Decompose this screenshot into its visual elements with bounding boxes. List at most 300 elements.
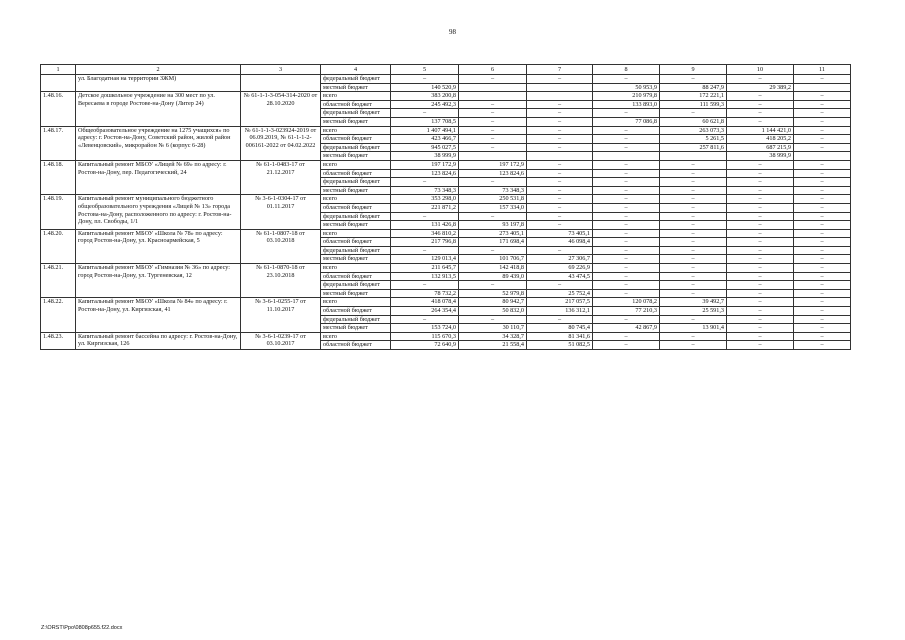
expertise-document: № 61-1-0870-18 от 23.10.2018 bbox=[241, 264, 321, 298]
amount-cell: – bbox=[660, 264, 727, 273]
amount-cell: 25 591,3 bbox=[660, 307, 727, 316]
amount-cell: – bbox=[459, 100, 527, 109]
amount-cell: – bbox=[727, 255, 794, 264]
amount-cell: – bbox=[593, 272, 660, 281]
amount-cell: – bbox=[459, 75, 527, 84]
budget-source: федеральный бюджет bbox=[321, 246, 391, 255]
amount-cell: 140 520,9 bbox=[391, 83, 459, 92]
amount-cell: – bbox=[794, 255, 851, 264]
amount-cell: – bbox=[794, 246, 851, 255]
col-header: 10 bbox=[727, 65, 794, 75]
item-number: 1.48.21. bbox=[41, 264, 76, 298]
amount-cell: – bbox=[727, 221, 794, 230]
amount-cell: – bbox=[593, 143, 660, 152]
amount-cell: – bbox=[660, 332, 727, 341]
amount-cell: 93 197,8 bbox=[459, 221, 527, 230]
amount-cell: – bbox=[727, 75, 794, 84]
amount-cell: 30 110,7 bbox=[459, 324, 527, 333]
amount-cell: 29 389,2 bbox=[727, 83, 794, 92]
amount-cell: – bbox=[527, 169, 593, 178]
amount-cell: 245 492,3 bbox=[391, 100, 459, 109]
amount-cell: 101 706,7 bbox=[459, 255, 527, 264]
amount-cell: – bbox=[593, 229, 660, 238]
amount-cell: – bbox=[593, 203, 660, 212]
amount-cell: – bbox=[660, 246, 727, 255]
budget-source: всего bbox=[321, 264, 391, 273]
amount-cell: – bbox=[794, 92, 851, 101]
budget-source: областной бюджет bbox=[321, 341, 391, 350]
col-header: 11 bbox=[794, 65, 851, 75]
object-name: Капитальный ремонт муниципального бюджетного общеобразовательного учреждения «Лицей № 13» города Ростова-на-Дону, расположенного по адресу: г. Ростов-на-Дону, пл. Свободы, 1/1 bbox=[76, 195, 241, 229]
amount-cell: – bbox=[527, 135, 593, 144]
col-header: 2 bbox=[76, 65, 241, 75]
budget-source: федеральный бюджет bbox=[321, 315, 391, 324]
col-header: 4 bbox=[321, 65, 391, 75]
budget-source: местный бюджет bbox=[321, 117, 391, 126]
amount-cell: 80 745,4 bbox=[527, 324, 593, 333]
amount-cell: 423 466,7 bbox=[391, 135, 459, 144]
amount-cell: – bbox=[593, 178, 660, 187]
budget-source: всего bbox=[321, 332, 391, 341]
amount-cell: 111 599,3 bbox=[660, 100, 727, 109]
budget-source: местный бюджет bbox=[321, 186, 391, 195]
amount-cell: – bbox=[593, 186, 660, 195]
object-name: Капитальный ремонт МБОУ «Школа № 84» по адресу: г. Ростов-на-Дону, ул. Киргизская, 41 bbox=[76, 298, 241, 332]
amount-cell: – bbox=[660, 229, 727, 238]
amount-cell: – bbox=[727, 212, 794, 221]
amount-cell bbox=[794, 83, 851, 92]
budget-source: местный бюджет bbox=[321, 324, 391, 333]
budget-source: местный бюджет bbox=[321, 289, 391, 298]
amount-cell: – bbox=[593, 341, 660, 350]
amount-cell: – bbox=[593, 212, 660, 221]
amount-cell: – bbox=[727, 160, 794, 169]
item-number: 1.48.18. bbox=[41, 160, 76, 194]
budget-source: всего bbox=[321, 229, 391, 238]
amount-cell: – bbox=[459, 315, 527, 324]
amount-cell: – bbox=[527, 203, 593, 212]
budget-source: всего bbox=[321, 92, 391, 101]
amount-cell: 687 215,9 bbox=[727, 143, 794, 152]
amount-cell: – bbox=[727, 307, 794, 316]
amount-cell: 346 810,2 bbox=[391, 229, 459, 238]
amount-cell: – bbox=[727, 246, 794, 255]
amount-cell: – bbox=[727, 169, 794, 178]
amount-cell: – bbox=[794, 289, 851, 298]
item-number: 1.48.17. bbox=[41, 126, 76, 160]
table-row bbox=[41, 298, 851, 307]
amount-cell bbox=[660, 152, 727, 161]
item-number: 1.48.20. bbox=[41, 229, 76, 263]
amount-cell: – bbox=[593, 160, 660, 169]
amount-cell: – bbox=[794, 221, 851, 230]
amount-cell: – bbox=[660, 203, 727, 212]
amount-cell: – bbox=[459, 126, 527, 135]
amount-cell: – bbox=[459, 117, 527, 126]
col-header: 1 bbox=[41, 65, 76, 75]
amount-cell: 5 261,5 bbox=[660, 135, 727, 144]
budget-source: областной бюджет bbox=[321, 272, 391, 281]
expertise-document: № 3-6-1-0304-17 от 01.11.2017 bbox=[241, 195, 321, 229]
budget-source: местный бюджет bbox=[321, 152, 391, 161]
amount-cell: 120 078,2 bbox=[593, 298, 660, 307]
amount-cell: 172 221,1 bbox=[660, 92, 727, 101]
amount-cell: – bbox=[660, 238, 727, 247]
budget-source: всего bbox=[321, 160, 391, 169]
amount-cell: 257 811,6 bbox=[660, 143, 727, 152]
amount-cell: – bbox=[794, 341, 851, 350]
budget-source: всего bbox=[321, 298, 391, 307]
amount-cell bbox=[527, 152, 593, 161]
amount-cell: – bbox=[593, 169, 660, 178]
amount-cell: – bbox=[527, 315, 593, 324]
amount-cell: 25 752,4 bbox=[527, 289, 593, 298]
amount-cell: – bbox=[391, 315, 459, 324]
amount-cell: – bbox=[593, 315, 660, 324]
amount-cell: – bbox=[459, 178, 527, 187]
amount-cell: 137 708,5 bbox=[391, 117, 459, 126]
amount-cell: 210 979,8 bbox=[593, 92, 660, 101]
amount-cell: 50 953,9 bbox=[593, 83, 660, 92]
amount-cell: 217 057,5 bbox=[527, 298, 593, 307]
amount-cell: – bbox=[660, 75, 727, 84]
table-row bbox=[41, 92, 851, 101]
amount-cell: – bbox=[660, 160, 727, 169]
amount-cell: – bbox=[727, 281, 794, 290]
budget-source: всего bbox=[321, 126, 391, 135]
amount-cell: – bbox=[794, 135, 851, 144]
amount-cell: – bbox=[660, 221, 727, 230]
amount-cell: – bbox=[794, 324, 851, 333]
amount-cell: – bbox=[727, 109, 794, 118]
amount-cell: 77 086,8 bbox=[593, 117, 660, 126]
amount-cell: – bbox=[660, 169, 727, 178]
amount-cell: – bbox=[527, 100, 593, 109]
amount-cell: 250 531,8 bbox=[459, 195, 527, 204]
amount-cell: – bbox=[660, 255, 727, 264]
amount-cell: – bbox=[794, 272, 851, 281]
amount-cell: 197 172,9 bbox=[459, 160, 527, 169]
amount-cell: – bbox=[727, 332, 794, 341]
expertise-document: № 61-1-0807-18 от 03.10.2018 bbox=[241, 229, 321, 263]
amount-cell: 142 418,8 bbox=[459, 264, 527, 273]
amount-cell: 42 867,9 bbox=[593, 324, 660, 333]
amount-cell: 197 172,9 bbox=[391, 160, 459, 169]
budget-source: областной бюджет bbox=[321, 203, 391, 212]
amount-cell: – bbox=[660, 341, 727, 350]
amount-cell: – bbox=[527, 186, 593, 195]
amount-cell: – bbox=[727, 238, 794, 247]
table-row bbox=[41, 160, 851, 169]
amount-cell: 353 298,0 bbox=[391, 195, 459, 204]
amount-cell: – bbox=[794, 212, 851, 221]
amount-cell: 73 348,3 bbox=[459, 186, 527, 195]
amount-cell: 123 824,6 bbox=[459, 169, 527, 178]
amount-cell: 153 724,0 bbox=[391, 324, 459, 333]
item-number: 1.48.23. bbox=[41, 332, 76, 349]
amount-cell: – bbox=[527, 246, 593, 255]
amount-cell: – bbox=[593, 126, 660, 135]
col-header: 3 bbox=[241, 65, 321, 75]
amount-cell: – bbox=[794, 178, 851, 187]
header-row bbox=[41, 65, 851, 75]
amount-cell: – bbox=[727, 289, 794, 298]
amount-cell: – bbox=[794, 75, 851, 84]
amount-cell: – bbox=[391, 246, 459, 255]
amount-cell: 129 013,4 bbox=[391, 255, 459, 264]
amount-cell bbox=[527, 83, 593, 92]
table-row bbox=[41, 195, 851, 204]
item-number: 1.48.22. bbox=[41, 298, 76, 332]
budget-source: федеральный бюджет bbox=[321, 212, 391, 221]
amount-cell: – bbox=[527, 212, 593, 221]
amount-cell: – bbox=[727, 92, 794, 101]
amount-cell: 418 078,4 bbox=[391, 298, 459, 307]
amount-cell bbox=[459, 92, 527, 101]
amount-cell: 88 247,9 bbox=[660, 83, 727, 92]
amount-cell: – bbox=[459, 143, 527, 152]
item-number: 1.48.16. bbox=[41, 92, 76, 126]
amount-cell: – bbox=[527, 281, 593, 290]
amount-cell: – bbox=[459, 212, 527, 221]
amount-cell: 46 098,4 bbox=[527, 238, 593, 247]
amount-cell: – bbox=[459, 135, 527, 144]
amount-cell: – bbox=[593, 109, 660, 118]
amount-cell: – bbox=[593, 246, 660, 255]
object-name: Капитальный ремонт МБОУ «Лицей № 69» по адресу: г. Ростов-на-Дону, пер. Педагогический, 24 bbox=[76, 160, 241, 194]
amount-cell: – bbox=[794, 238, 851, 247]
amount-cell: – bbox=[727, 324, 794, 333]
amount-cell: 69 226,9 bbox=[527, 264, 593, 273]
amount-cell: 263 073,3 bbox=[660, 126, 727, 135]
amount-cell: – bbox=[794, 264, 851, 273]
budget-source: федеральный бюджет bbox=[321, 143, 391, 152]
amount-cell: – bbox=[660, 109, 727, 118]
expertise-document: № 61-1-1-3-054-314-2020 от 28.10.2020 bbox=[241, 92, 321, 126]
amount-cell: – bbox=[727, 203, 794, 212]
amount-cell: – bbox=[527, 178, 593, 187]
object-name: Капитальный ремонт МБОУ «Гимназия № 36» по адресу: город Ростов-на-Дону, ул. Тургеневская, 12 bbox=[76, 264, 241, 298]
amount-cell: – bbox=[794, 203, 851, 212]
amount-cell: – bbox=[794, 332, 851, 341]
amount-cell: – bbox=[794, 307, 851, 316]
col-header: 9 bbox=[660, 65, 727, 75]
amount-cell: – bbox=[794, 315, 851, 324]
amount-cell: 221 871,2 bbox=[391, 203, 459, 212]
item-number: 1.48.19. bbox=[41, 195, 76, 229]
amount-cell: – bbox=[727, 229, 794, 238]
amount-cell: – bbox=[527, 195, 593, 204]
amount-cell: – bbox=[593, 255, 660, 264]
expertise-document bbox=[241, 75, 321, 92]
amount-cell: 34 328,7 bbox=[459, 332, 527, 341]
amount-cell: 21 558,4 bbox=[459, 341, 527, 350]
amount-cell: 264 354,4 bbox=[391, 307, 459, 316]
object-name: Общеобразовательное учреждение на 1275 учащихся» по адресу: г. Ростов-на-Дону, Советский район, жилой район «Левенцовский», микрорайон № 6 (корпус 6-28) bbox=[76, 126, 241, 160]
amount-cell: 52 979,8 bbox=[459, 289, 527, 298]
amount-cell: 81 341,6 bbox=[527, 332, 593, 341]
object-name: ул. Благодатная на территории ЗЖМ) bbox=[76, 75, 241, 92]
amount-cell: – bbox=[593, 195, 660, 204]
amount-cell: 157 334,0 bbox=[459, 203, 527, 212]
amount-cell: – bbox=[593, 281, 660, 290]
budget-source: областной бюджет bbox=[321, 135, 391, 144]
amount-cell: – bbox=[527, 221, 593, 230]
table-row bbox=[41, 126, 851, 135]
object-name: Капитальный ремонт бассейна по адресу: г. Ростов-на-Дону, ул. Киргизская, 126 bbox=[76, 332, 241, 349]
budget-source: областной бюджет bbox=[321, 307, 391, 316]
budget-source: федеральный бюджет bbox=[321, 178, 391, 187]
expertise-document: № 61-1-0483-17 от 21.12.2017 bbox=[241, 160, 321, 194]
amount-cell: – bbox=[794, 143, 851, 152]
amount-cell: – bbox=[794, 126, 851, 135]
budget-source: федеральный бюджет bbox=[321, 109, 391, 118]
amount-cell: – bbox=[794, 281, 851, 290]
amount-cell: 273 405,1 bbox=[459, 229, 527, 238]
amount-cell: 43 474,5 bbox=[527, 272, 593, 281]
amount-cell: 38 999,9 bbox=[391, 152, 459, 161]
amount-cell: 1 407 494,1 bbox=[391, 126, 459, 135]
amount-cell: – bbox=[794, 117, 851, 126]
amount-cell: – bbox=[593, 238, 660, 247]
budget-source: местный бюджет bbox=[321, 255, 391, 264]
amount-cell: – bbox=[527, 160, 593, 169]
budget-table bbox=[40, 64, 851, 350]
amount-cell: – bbox=[660, 272, 727, 281]
amount-cell: – bbox=[527, 143, 593, 152]
amount-cell: 50 832,0 bbox=[459, 307, 527, 316]
budget-source: областной бюджет bbox=[321, 169, 391, 178]
amount-cell: – bbox=[593, 332, 660, 341]
budget-source: областной бюджет bbox=[321, 100, 391, 109]
amount-cell: 132 913,5 bbox=[391, 272, 459, 281]
col-header: 7 bbox=[527, 65, 593, 75]
amount-cell bbox=[459, 83, 527, 92]
amount-cell: – bbox=[660, 178, 727, 187]
amount-cell: – bbox=[727, 298, 794, 307]
amount-cell: – bbox=[593, 75, 660, 84]
amount-cell: – bbox=[593, 289, 660, 298]
amount-cell: – bbox=[727, 341, 794, 350]
amount-cell: 38 999,9 bbox=[727, 152, 794, 161]
amount-cell bbox=[794, 152, 851, 161]
amount-cell: 123 824,6 bbox=[391, 169, 459, 178]
amount-cell: 136 312,1 bbox=[527, 307, 593, 316]
table-row bbox=[41, 229, 851, 238]
amount-cell: – bbox=[593, 135, 660, 144]
amount-cell: 78 732,2 bbox=[391, 289, 459, 298]
amount-cell: – bbox=[794, 100, 851, 109]
amount-cell: – bbox=[727, 178, 794, 187]
amount-cell: – bbox=[391, 109, 459, 118]
amount-cell: – bbox=[794, 160, 851, 169]
amount-cell: 77 210,3 bbox=[593, 307, 660, 316]
amount-cell: – bbox=[660, 195, 727, 204]
amount-cell: 171 698,4 bbox=[459, 238, 527, 247]
amount-cell: – bbox=[660, 186, 727, 195]
object-name: Детское дошкольное учреждение на 300 мест по ул. Вересаева в городе Ростове-на-Дону (Литер 24) bbox=[76, 92, 241, 126]
amount-cell: 945 027,5 bbox=[391, 143, 459, 152]
amount-cell: – bbox=[794, 195, 851, 204]
amount-cell: 13 901,4 bbox=[660, 324, 727, 333]
page-number: 98 bbox=[449, 28, 456, 36]
budget-source: федеральный бюджет bbox=[321, 281, 391, 290]
amount-cell: 73 348,3 bbox=[391, 186, 459, 195]
amount-cell: – bbox=[727, 315, 794, 324]
amount-cell: 72 640,9 bbox=[391, 341, 459, 350]
amount-cell: – bbox=[727, 100, 794, 109]
amount-cell: – bbox=[593, 264, 660, 273]
amount-cell: – bbox=[527, 126, 593, 135]
budget-source: всего bbox=[321, 195, 391, 204]
amount-cell: – bbox=[794, 186, 851, 195]
amount-cell: 217 796,8 bbox=[391, 238, 459, 247]
amount-cell: – bbox=[794, 109, 851, 118]
amount-cell: – bbox=[660, 212, 727, 221]
amount-cell: 89 439,0 bbox=[459, 272, 527, 281]
amount-cell: – bbox=[727, 264, 794, 273]
amount-cell: – bbox=[727, 195, 794, 204]
amount-cell: – bbox=[727, 186, 794, 195]
col-header: 5 bbox=[391, 65, 459, 75]
amount-cell: – bbox=[527, 75, 593, 84]
amount-cell bbox=[459, 152, 527, 161]
amount-cell: – bbox=[527, 117, 593, 126]
col-header: 6 bbox=[459, 65, 527, 75]
budget-source: местный бюджет bbox=[321, 221, 391, 230]
amount-cell: 131 426,8 bbox=[391, 221, 459, 230]
amount-cell: – bbox=[727, 117, 794, 126]
amount-cell: – bbox=[391, 281, 459, 290]
amount-cell: 211 645,7 bbox=[391, 264, 459, 273]
amount-cell: – bbox=[459, 246, 527, 255]
amount-cell: – bbox=[794, 298, 851, 307]
amount-cell: – bbox=[391, 75, 459, 84]
amount-cell: – bbox=[391, 212, 459, 221]
amount-cell bbox=[527, 92, 593, 101]
amount-cell: – bbox=[459, 281, 527, 290]
amount-cell: – bbox=[391, 178, 459, 187]
amount-cell: 51 082,5 bbox=[527, 341, 593, 350]
item-number bbox=[41, 75, 76, 92]
amount-cell: 115 670,3 bbox=[391, 332, 459, 341]
object-name: Капитальный ремонт МБОУ «Школа № 78» по адресу: город Ростов-на-Дону, ул. Красноармейская, 5 bbox=[76, 229, 241, 263]
amount-cell: 383 200,8 bbox=[391, 92, 459, 101]
amount-cell: – bbox=[660, 289, 727, 298]
table-row bbox=[41, 332, 851, 341]
amount-cell: – bbox=[660, 281, 727, 290]
amount-cell: 39 492,7 bbox=[660, 298, 727, 307]
amount-cell: – bbox=[459, 109, 527, 118]
amount-cell bbox=[593, 152, 660, 161]
amount-cell: 60 621,8 bbox=[660, 117, 727, 126]
amount-cell: 27 306,7 bbox=[527, 255, 593, 264]
budget-source: местный бюджет bbox=[321, 83, 391, 92]
table-row bbox=[41, 264, 851, 273]
expertise-document: № 3-6-1-0255-17 от 11.10.2017 bbox=[241, 298, 321, 332]
amount-cell: – bbox=[794, 169, 851, 178]
table-row bbox=[41, 75, 851, 84]
amount-cell: 80 942,7 bbox=[459, 298, 527, 307]
budget-source: областной бюджет bbox=[321, 238, 391, 247]
amount-cell: – bbox=[593, 221, 660, 230]
amount-cell: – bbox=[727, 272, 794, 281]
amount-cell: 1 144 421,0 bbox=[727, 126, 794, 135]
expertise-document: № 61-1-1-3-023924-2019 от 06.09.2019, № 61-1-1-2-006161-2022 от 04.02.2022 bbox=[241, 126, 321, 160]
amount-cell: 418 205,2 bbox=[727, 135, 794, 144]
amount-cell: – bbox=[527, 109, 593, 118]
amount-cell: – bbox=[794, 229, 851, 238]
